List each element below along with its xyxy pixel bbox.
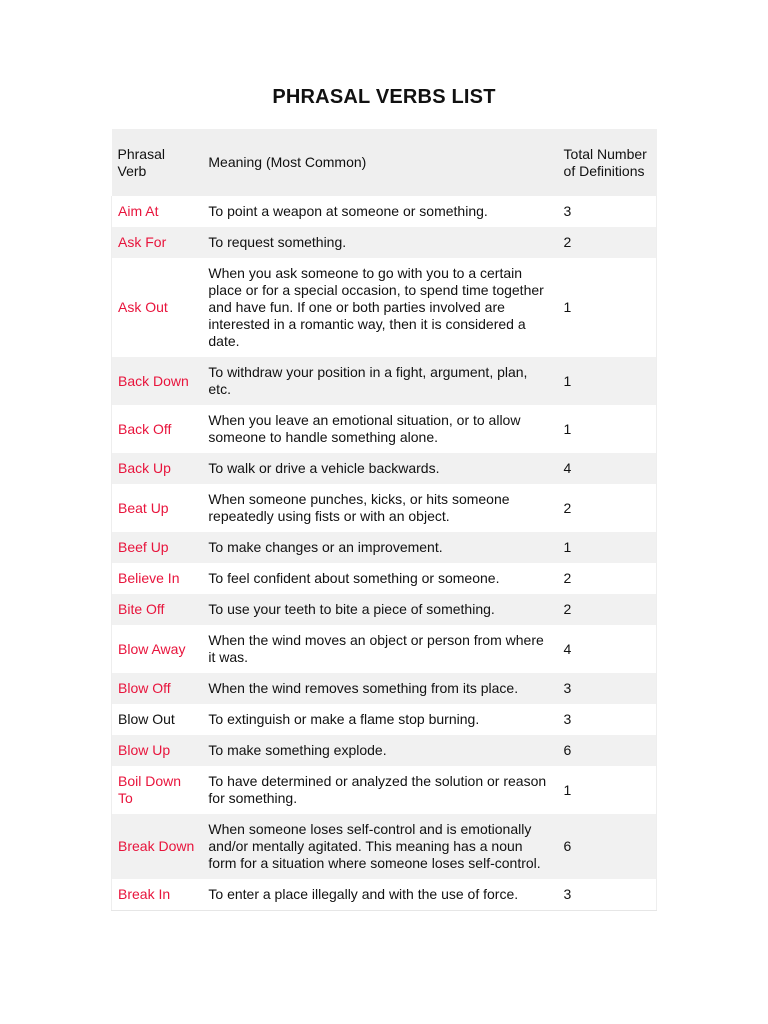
table-row [112,704,657,735]
definition-count-cell: 4 [558,453,657,484]
phrasal-verb-cell: Break In [112,879,203,911]
definition-count-cell: 4 [558,625,657,673]
meaning-cell: To make changes or an improvement. [208,539,443,555]
phrasal-verb-cell: Back Off [112,405,203,453]
phrasal-verbs-table [111,129,657,911]
page-title: PHRASAL VERBS LIST [272,86,496,108]
phrasal-verb-cell: Believe In [112,563,203,594]
definition-count-cell: 3 [558,879,657,911]
table-row [112,532,657,563]
definition-count-cell: 3 [558,196,657,227]
phrasal-verb-cell: Blow Off [112,673,203,704]
meaning-cell: To make something explode. [208,742,387,758]
phrasal-verb-cell: Bite Off [112,594,203,625]
table-row [112,484,657,532]
definition-count-cell: 1 [558,766,657,814]
meaning-cell: To point a weapon at someone or something. [208,203,488,219]
definition-count-cell: 6 [558,735,657,766]
definition-count-cell: 3 [558,704,657,735]
meaning-cell: To enter a place illegally and with the use of force. [202,879,557,911]
table-body [112,196,657,911]
phrasal-verb-cell: Break Down [112,814,203,879]
phrasal-verb-cell: Beef Up [112,532,203,563]
meaning-cell: To request something. [208,234,347,250]
meaning-cell: To feel confident about something or someone. [208,570,500,586]
table-row [112,258,657,357]
definition-count-cell: 2 [558,484,657,532]
table-row [112,814,657,879]
table-row [112,453,657,484]
column-header-count: Total Number of Definitions [563,145,647,179]
column-header-meaning: Meaning (Most Common) [208,154,367,170]
phrasal-verb-cell: Beat Up [112,484,203,532]
table-row [112,563,657,594]
phrasal-verb-cell: Back Down [112,357,203,405]
phrasal-verb-cell: Ask Out [112,258,203,357]
definition-count-cell: 1 [558,405,657,453]
meaning-cell: To have determined or analyzed the solution or reason for something. [208,773,547,806]
definition-count-cell: 6 [558,814,657,879]
meaning-cell: To walk or drive a vehicle backwards. [208,460,440,476]
definition-count-cell: 2 [558,594,657,625]
meaning-cell: To withdraw your position in a fight, argument, plan, etc. [208,364,528,397]
column-header-verb: Phrasal Verb [117,145,165,179]
table-header-row [112,129,657,196]
table-row [112,594,657,625]
meaning-cell: When you ask someone to go with you to a certain place or for a special occasion, to spend time together and have fun. If one or both parties involved are interested in a romantic way, then it is considered a date. [208,265,544,349]
meaning-cell: When the wind moves an object or person from where it was. [208,632,544,665]
definition-count-cell: 3 [558,673,657,704]
meaning-cell: When the wind removes something from its place. [208,680,519,696]
table-row [112,357,657,405]
table-row [112,227,657,258]
phrasal-verb-cell: Back Up [112,453,203,484]
phrasal-verb-cell: Boil Down To [112,766,203,814]
phrasal-verb-cell: Ask For [112,227,203,258]
definition-count-cell: 1 [558,258,657,357]
meaning-cell: To extinguish or make a flame stop burning. [208,711,480,727]
table-row [112,673,657,704]
definition-count-cell: 1 [558,357,657,405]
phrasal-verb-cell: Blow Up [112,735,203,766]
table-row [112,879,657,911]
table-row [112,625,657,673]
table-row [112,196,657,227]
meaning-cell: When someone punches, kicks, or hits someone repeatedly using fists or with an object. [208,491,510,524]
definition-count-cell: 2 [558,563,657,594]
table-row [112,766,657,814]
table-row [112,735,657,766]
meaning-cell: To use your teeth to bite a piece of something. [208,601,495,617]
phrasal-verb-cell: Aim At [112,196,203,227]
phrasal-verb-cell: Blow Out [112,704,203,735]
meaning-cell: When you leave an emotional situation, or to allow someone to handle something alone. [208,412,521,445]
definition-count-cell: 2 [558,227,657,258]
phrasal-verb-cell: Blow Away [112,625,203,673]
table-row [112,405,657,453]
meaning-cell: When someone loses self-control and is emotionally and/or mentally agitated. This meaning has a noun form for a situation where someone loses self-control. [208,821,541,871]
definition-count-cell: 1 [558,532,657,563]
